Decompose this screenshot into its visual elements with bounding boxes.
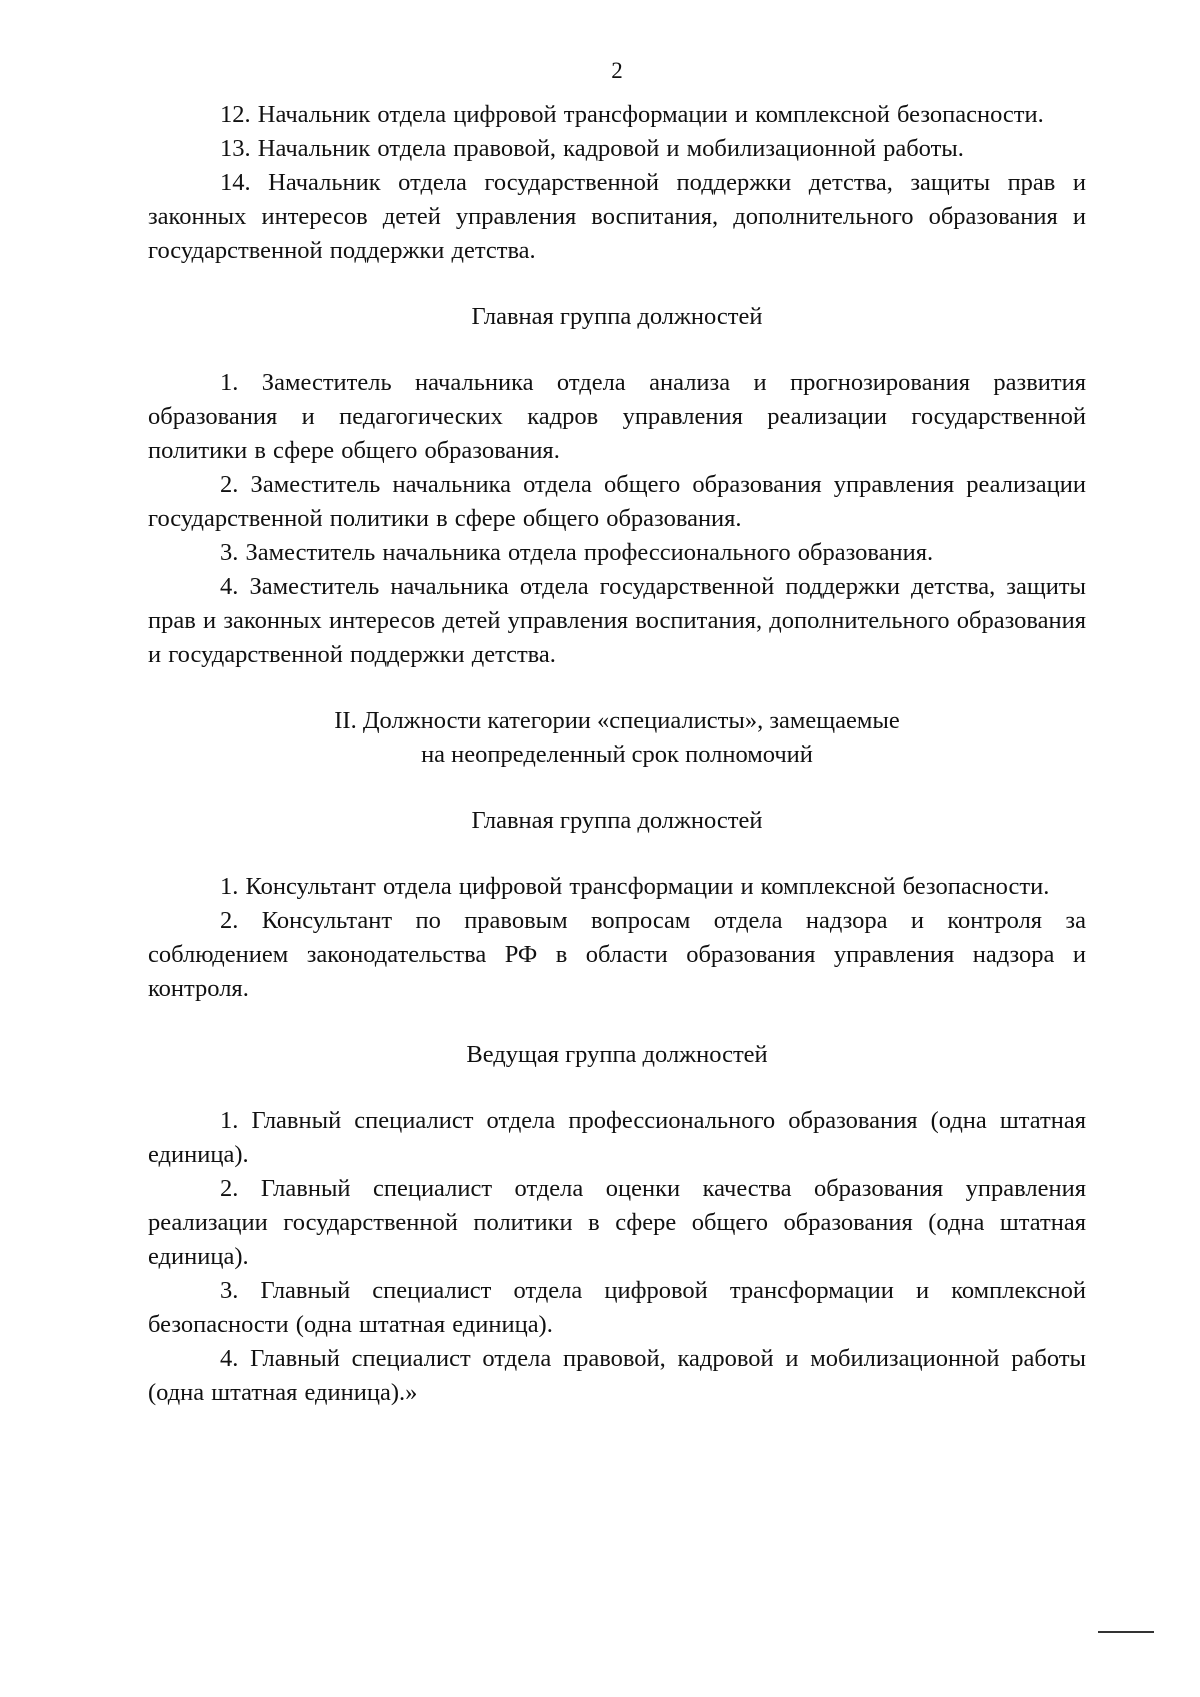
list-item: 1. Консультант отдела цифровой трансформации и комплексной безопасности. [220,873,1050,900]
group-heading-main-2: Главная группа должностей [471,807,763,834]
group-main-2-list [148,870,1086,1006]
list-item: 4. Заместитель начальника отдела государственной поддержки детства, защиты прав и законных интересов детей управления воспитания, дополнительного образования и государственной поддержки детства. [148,573,1086,668]
list-item: 3. Главный специалист отдела цифровой трансформации и комплексной безопасности (одна штатная единица). [148,1277,1086,1338]
list-item: 1. Главный специалист отдела профессионального образования (одна штатная единица). [148,1107,1086,1168]
group-heading-lead: Ведущая группа должностей [466,1041,768,1068]
footer-line-mark [1098,1631,1154,1633]
page-number: 2 [611,58,623,83]
list-item: 2. Главный специалист отдела оценки качества образования управления реализации государственной политики в сфере общего образования (одна штатная единица). [148,1175,1086,1270]
list-item: 1. Заместитель начальника отдела анализа и прогнозирования развития образования и педагогических кадров управления реализации государственной политики в сфере общего образования. [148,369,1086,464]
section-2-heading [148,704,1086,772]
list-item: 14. Начальник отдела государственной поддержки детства, защиты прав и законных интересов детей управления воспитания, дополнительного образования и государственной поддержки детства. [148,169,1086,264]
section-2-heading-line2: на неопределенный срок полномочий [421,741,813,768]
list-item: 3. Заместитель начальника отдела профессионального образования. [220,539,934,566]
group-main-1-list [148,366,1086,672]
list-item: 2. Заместитель начальника отдела общего образования управления реализации государственной политики в сфере общего образования. [148,471,1086,532]
section-top-list [148,98,1086,268]
section-2-heading-line1: II. Должности категории «специалисты», замещаемые [334,707,900,734]
list-item: 12. Начальник отдела цифровой трансформации и комплексной безопасности. [220,101,1044,128]
list-item: 4. Главный специалист отдела правовой, кадровой и мобилизационной работы (одна штатная единица).» [148,1345,1086,1406]
list-item: 2. Консультант по правовым вопросам отдела надзора и контроля за соблюдением законодательства РФ в области образования управления надзора и контроля. [148,907,1086,1002]
list-item: 13. Начальник отдела правовой, кадровой и мобилизационной работы. [220,135,964,162]
group-lead-list [148,1104,1086,1410]
group-heading-main-1: Главная группа должностей [471,303,763,330]
